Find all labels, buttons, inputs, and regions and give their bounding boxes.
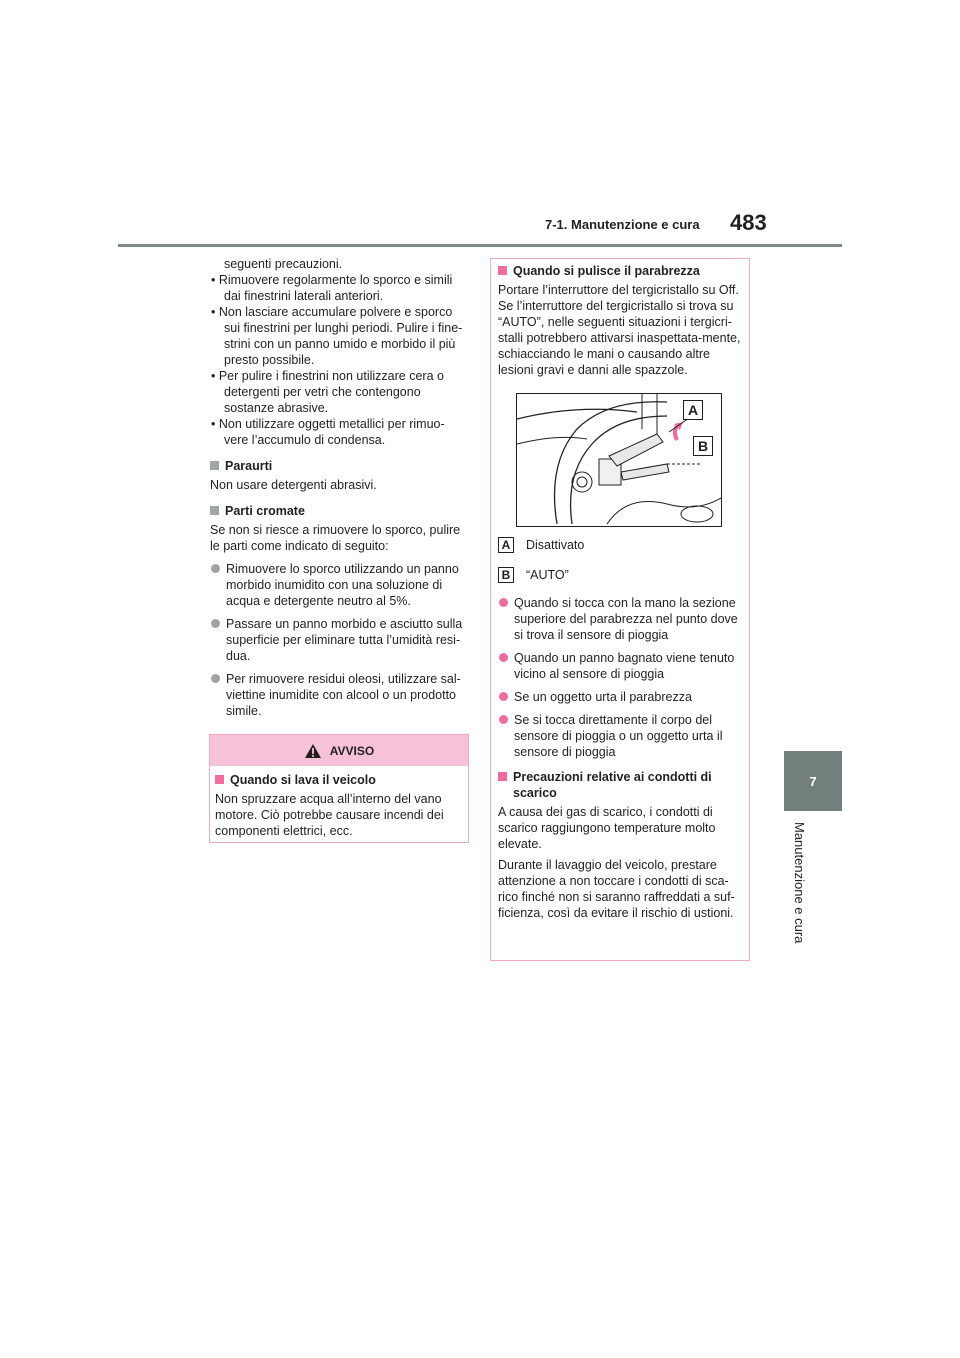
windshield-text-1: Portare l’interruttore del tergicristallo su Off. [498,283,739,297]
windshield-text-2: Se l’interruttore del tergicristallo si trova su “AUTO”, nelle seguenti situazioni i tergicri-stalli potrebbero attivarsi inaspettata-mente, schiacciando le mani o causando altre lesioni gravi e danni alle spazzole. [498,299,741,377]
figure-label-b: B [693,436,713,456]
legend-item-a [498,537,742,553]
circle-bullet-icon [499,598,508,607]
list-item: • Non utilizzare oggetti metallici per rimuo- [211,417,445,431]
legend-item-b [498,567,742,583]
exhaust-text-2: Durante il lavaggio del veicolo, prestare attenzione a non toccare i condotti di sca-rico finché non si saranno raffreddati a suf-ficienza, così da evitare il rischio di ustioni. [498,858,735,920]
circle-bullet-icon [211,619,220,628]
warning-triangle-icon [304,743,322,759]
warning-box [209,734,469,843]
square-bullet-icon [215,775,224,784]
square-bullet-icon [210,461,219,470]
list-item: Passare un panno morbido e asciutto sulla superficie per eliminare tutta l’umidità resi-dua. [210,616,468,664]
circle-bullet-icon [211,564,220,573]
wiper-switch-illustration [516,393,722,527]
chapter-label: Manutenzione e cura [792,822,807,944]
list-item-cont: dai finestrini laterali anteriori. [224,289,384,303]
list-item: Se si tocca direttamente il corpo del sensore di pioggia o un oggetto urta il sensore di pioggia [498,712,742,760]
list-item: Quando un panno bagnato viene tenuto vicino al sensore di pioggia [498,650,742,682]
warning-title: AVVISO [329,743,375,758]
legend-letter: A [498,537,514,553]
list-item: • Per pulire i finestrini non utilizzare cera o [211,369,444,383]
circle-bullet-icon [499,692,508,701]
page-number: 483 [730,210,767,235]
window-bullet-list [210,272,468,448]
exhaust-heading: Precauzioni relative ai condotti di scarico [498,769,742,801]
circle-bullet-icon [499,653,508,662]
list-item: Quando si tocca con la mano la sezione superiore del parabrezza nel punto dove si trova il sensore di pioggia [498,595,742,643]
list-item: Per rimuovere residui oleosi, utilizzare sal-viettine inumidite con alcool o un prodotto simile. [210,671,468,719]
list-item-cont: sui finestrini per lunghi periodi. Pulire i fine-strini con un panno umido e morbido il più presto possibile. [224,321,463,367]
list-item: • Rimuovere regolarmente lo sporco e simili [211,273,453,287]
chapter-tab [784,751,842,811]
exhaust-text-1: A causa dei gas di scarico, i condotti di scarico raggiungono temperature molto elevate. [498,805,716,851]
section-title: 7-1. Manutenzione e cura [545,217,700,232]
warning-text: Non spruzzare acqua all’interno del vano motore. Ciò potrebbe causare incendi dei componenti elettrici, ecc. [215,792,444,838]
circle-bullet-icon [499,715,508,724]
square-bullet-icon [498,772,507,781]
list-item: • Non lasciare accumulare polvere e sporco [211,305,453,319]
list-item-cont: detergenti per vetri che contengono sostanze abrasive. [224,385,421,415]
list-item-cont: vere l’accumulo di condensa. [224,433,386,447]
warning-header [210,735,468,766]
chapter-number: 7 [809,773,817,789]
square-bullet-icon [210,506,219,515]
figure-label-a: A [683,400,703,420]
intro-text: seguenti precauzioni. [224,257,343,271]
cromate-text: Se non si riesce a rimuovere lo sporco, pulire le parti come indicato di seguito: [210,523,461,553]
list-item: Se un oggetto urta il parabrezza [498,689,742,705]
windshield-heading: Quando si pulisce il parabrezza [498,263,742,279]
caution-panel [490,258,750,961]
legend-text: Disattivato [526,538,585,552]
paraurti-heading: Paraurti [210,458,468,474]
circle-bullet-icon [211,674,220,683]
list-item: Rimuovere lo sporco utilizzando un panno morbido inumidito con una soluzione di acqua e detergente neutro al 5%. [210,561,468,609]
left-column [210,256,468,719]
square-bullet-icon [498,266,507,275]
cromate-heading: Parti cromate [210,503,468,519]
legend-letter: B [498,567,514,583]
warning-heading: Quando si lava il veicolo [215,772,463,788]
paraurti-text: Non usare detergenti abrasivi. [210,478,377,492]
legend-text: “AUTO” [526,568,569,582]
header-divider [118,244,842,247]
